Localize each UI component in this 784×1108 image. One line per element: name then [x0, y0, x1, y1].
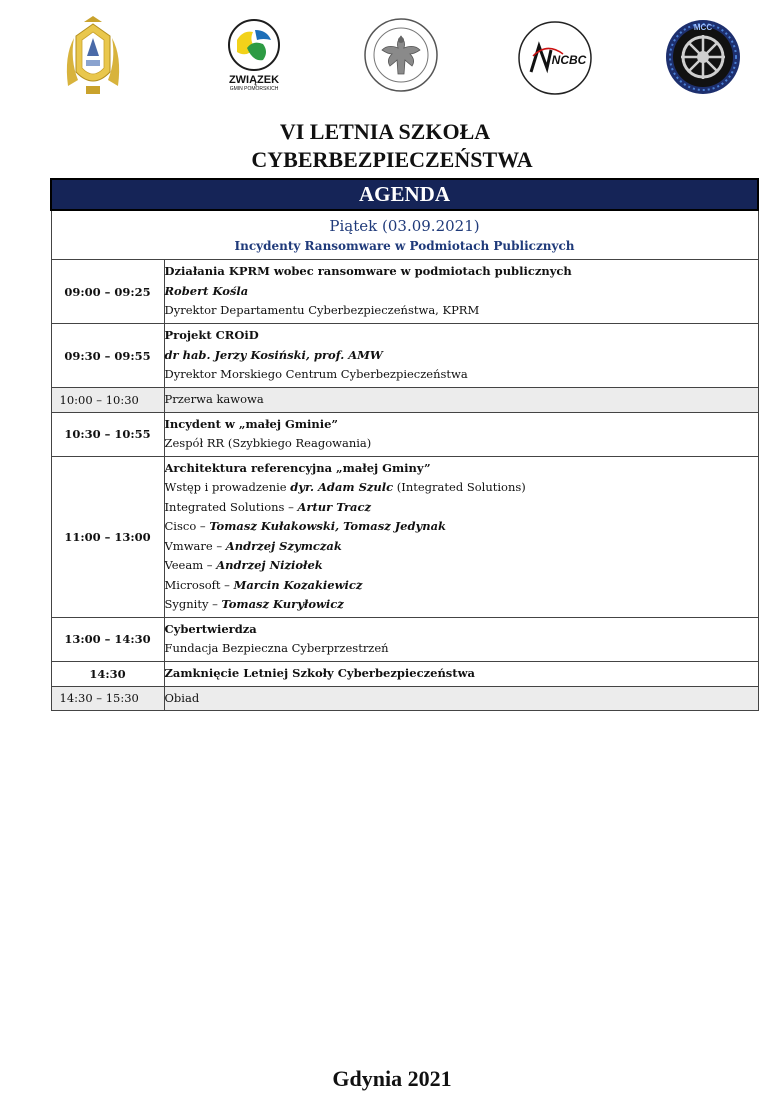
session-title: Projekt CROiD: [164, 328, 259, 343]
gdynia-emblem-icon: [60, 16, 126, 98]
presenter-company: Veeam –: [164, 558, 217, 572]
presenter-company: Cisco –: [164, 519, 210, 533]
presenter-name: Andrzej Niziołek: [216, 558, 323, 572]
session-time: 14:30 – 15:30: [51, 686, 164, 711]
zwiazek-logo-text: ZWIĄZEK: [228, 74, 280, 86]
session-time: 09:30 – 09:55: [51, 324, 164, 388]
session-time: 10:30 – 10:55: [51, 412, 164, 456]
presenter-item: [165, 498, 758, 518]
page-title: [0, 118, 784, 174]
session-time: 13:00 – 14:30: [51, 617, 164, 661]
presenter-name: Tomasz Kuryłowicz: [221, 597, 344, 611]
zwiazek-gmin-logo-icon: [227, 18, 281, 72]
session-text: Obiad: [164, 686, 758, 711]
logos-row: [0, 14, 784, 100]
session-title: Architektura referencyjna „małej Gminy”: [164, 460, 431, 475]
table-row: [51, 324, 758, 388]
presenter-company: Integrated Solutions –: [164, 499, 298, 514]
presenter-company: Vmware –: [164, 538, 226, 553]
footer-place-year: Gdynia 2021: [332, 1066, 452, 1091]
title-line-2: CYBERBEZPIECZEŃSTWA: [251, 147, 533, 172]
presenter-name: Artur Tracz: [297, 499, 371, 514]
session-time: 14:30: [51, 661, 164, 686]
presenter-item: [165, 556, 758, 576]
agenda-topic: Incydenty Ransomware w Podmiotach Publicznych: [234, 239, 575, 253]
session-details: [164, 456, 758, 617]
intro-suffix: (Integrated Solutions): [393, 480, 526, 494]
session-details: [164, 617, 758, 661]
session-speaker: dr hab. Jerzy Kosiński, prof. AMW: [164, 347, 383, 362]
table-row: [51, 617, 758, 661]
session-time: 10:00 – 10:30: [51, 388, 164, 413]
session-time: 11:00 – 13:00: [51, 456, 164, 617]
presenter-company: Sygnity –: [164, 597, 222, 611]
presenter-company: Microsoft –: [164, 577, 234, 592]
table-row: [51, 388, 758, 413]
table-row: [51, 412, 758, 456]
session-title: Incydent w „małej Gminie”: [164, 416, 339, 431]
session-details: [164, 260, 758, 324]
presenter-item: [165, 537, 758, 557]
mcc-logo-icon: [664, 18, 742, 96]
mcc-logo-text: MCC: [693, 23, 713, 32]
session-speaker-role: Fundacja Bezpieczna Cyberprzestrzeń: [164, 641, 389, 655]
ncbc-logo-icon: [517, 20, 593, 96]
intro-prefix: Wstęp i prowadzenie: [164, 480, 291, 494]
presenter-item: [165, 576, 758, 596]
session-title: Zamknięcie Letniej Szkoły Cyberbezpieczeństwa: [164, 661, 758, 686]
zwiazek-gmin-logo: [222, 18, 286, 100]
presenter-name: Tomasz Kułakowski, Tomasz Jedynak: [209, 519, 446, 533]
session-intro: [165, 478, 758, 498]
session-title: Działania KPRM wobec ransomware w podmiotach publicznych: [164, 264, 572, 279]
session-speaker-role: Zespół RR (Szybkiego Reagowania): [164, 436, 372, 450]
presenter-name: Andrzej Szymczak: [225, 538, 342, 553]
table-row: [51, 456, 758, 617]
session-speaker: Robert Kośla: [164, 283, 249, 298]
title-line-1: VI LETNIA SZKOŁA: [279, 119, 491, 144]
ncbc-logo-text: NCBC: [551, 53, 587, 67]
agenda-day-header: [51, 210, 758, 260]
table-row: [51, 661, 758, 686]
session-details: [164, 324, 758, 388]
session-text: Przerwa kawowa: [164, 388, 758, 413]
table-row: [51, 686, 758, 711]
intro-speaker: dyr. Adam Szulc: [290, 480, 394, 494]
presenter-name: Marcin Kozakiewicz: [233, 577, 363, 592]
session-details: [164, 412, 758, 456]
session-time: 09:00 – 09:25: [51, 260, 164, 324]
presenter-item: [165, 595, 758, 615]
presenter-item: [165, 517, 758, 537]
mon-eagle-seal-icon: [362, 14, 440, 96]
agenda-date: Piątek (03.09.2021): [329, 217, 480, 235]
session-speaker-role: Dyrektor Morskiego Centrum Cyberbezpieczeństwa: [164, 367, 468, 382]
agenda-banner: AGENDA: [51, 179, 758, 210]
table-row: [51, 260, 758, 324]
session-speaker-role: Dyrektor Departamentu Cyberbezpieczeństwa, KPRM: [164, 303, 480, 318]
agenda-table: [50, 178, 759, 711]
zwiazek-logo-subtext: GMIN POMORSKICH: [229, 86, 279, 92]
session-title: Cybertwierdza: [164, 621, 257, 636]
